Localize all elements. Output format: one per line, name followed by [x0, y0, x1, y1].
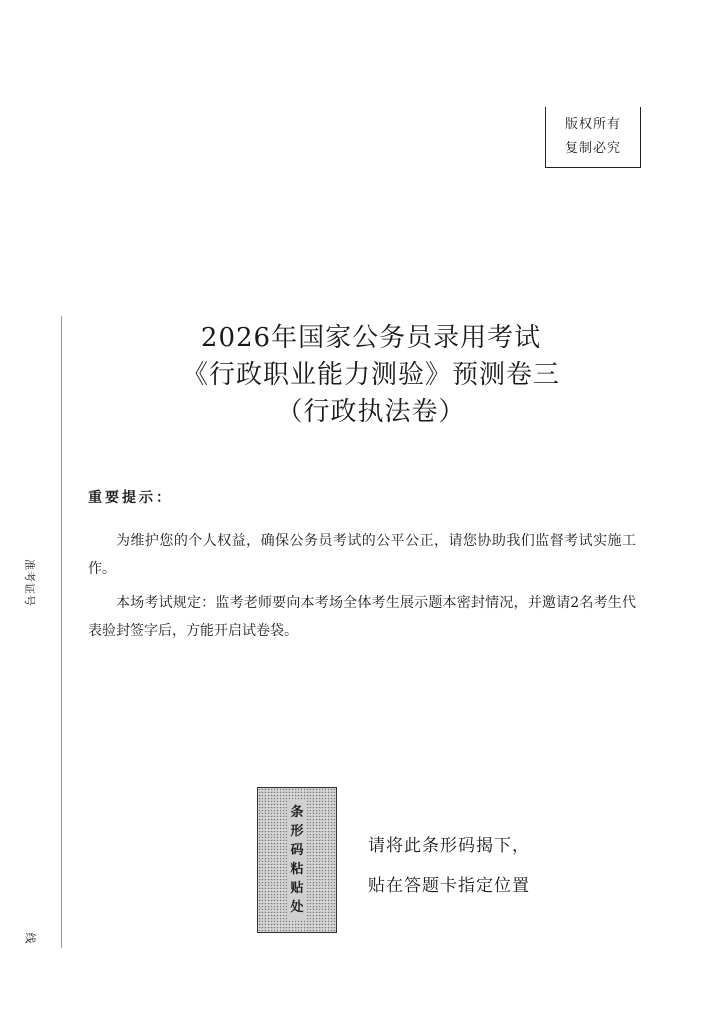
notice-paragraph-1: 为维护您的个人权益，确保公务员考试的公平公正，请您协助我们监督考试实施工作。	[88, 533, 636, 577]
admission-number-side-label	[15, 548, 45, 618]
barcode-label-char: 码	[290, 843, 304, 858]
barcode-label-char: 条	[290, 805, 304, 820]
exam-title-line-3: （行政执法卷）	[276, 397, 466, 427]
barcode-sticker-area	[257, 787, 337, 933]
barcode-instructions	[368, 826, 530, 906]
barcode-label-char: 形	[290, 824, 304, 839]
exam-title-line-2: 《行政职业能力测验》预测卷三	[181, 360, 560, 390]
binding-line-mark	[18, 928, 42, 948]
important-notice-body	[88, 527, 636, 651]
barcode-label-char: 贴	[290, 881, 304, 896]
exam-title-line-1: 2026年国家公务员录用考试	[200, 323, 542, 353]
barcode-instruction-line-1: 请将此条形码揭下，	[368, 836, 530, 856]
copyright-line-2: 复制必究	[564, 141, 621, 156]
barcode-label-char: 处	[290, 900, 304, 915]
copyright-notice-box	[545, 107, 641, 168]
copyright-line-1: 版权所有	[564, 117, 621, 132]
barcode-label-char: 粘	[290, 862, 304, 877]
barcode-area-label	[287, 799, 306, 921]
binding-line-mark-text: 线	[23, 932, 36, 944]
barcode-instruction-line-2: 贴在答题卡指定位置	[368, 876, 530, 896]
exam-title	[62, 320, 680, 431]
admission-number-text: 准考证号	[23, 559, 36, 607]
important-notice-heading: 重要提示：	[88, 490, 173, 506]
notice-paragraph-2: 本场考试规定：监考老师要向本考场全体考生展示题本密封情况，并邀请2名考生代表验封签字后，方能开启试卷袋。	[88, 595, 636, 639]
